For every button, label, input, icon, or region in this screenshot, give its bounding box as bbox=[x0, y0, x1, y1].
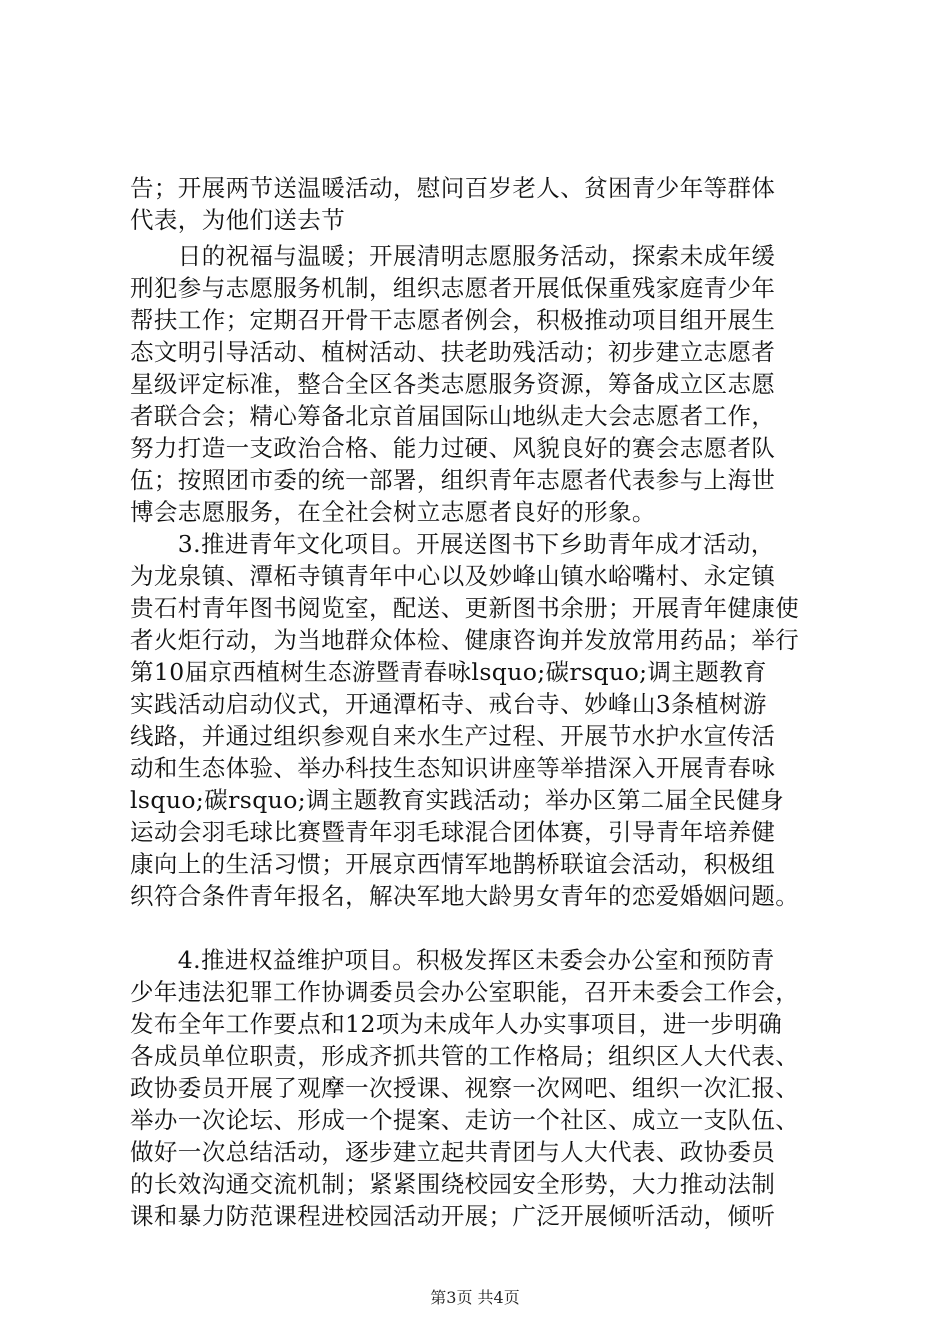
body-text-line: 帮扶工作；定期召开骨干志愿者例会，积极推动项目组开展生 bbox=[130, 306, 776, 334]
body-text-line: 第10届京西植树生态游暨青春咏lsquo;碳rsquo;调主题教育 bbox=[130, 658, 767, 686]
body-text-line: 动和生态体验、举办科技生态知识讲座等举措深入开展青春咏 bbox=[130, 754, 776, 782]
body-text-line: 3.推进青年文化项目。开展送图书下乡助青年成才活动， bbox=[130, 530, 775, 558]
body-text-line: 运动会羽毛球比赛暨青年羽毛球混合团体赛，引导青年培养健 bbox=[130, 818, 776, 846]
body-text-line: 发布全年工作要点和12项为未成年人办实事项目，进一步明确 bbox=[130, 1010, 783, 1038]
body-text-line: 刑犯参与志愿服务机制，组织志愿者开展低保重残家庭青少年 bbox=[130, 274, 776, 302]
body-text-line: 4.推进权益维护项目。积极发挥区未委会办公室和预防青 bbox=[130, 946, 775, 974]
body-text-line: 代表，为他们送去节 bbox=[130, 206, 346, 234]
body-text-line: 织符合条件青年报名，解决军地大龄男女青年的恋爱婚姻问题。 bbox=[130, 882, 800, 910]
body-text-line: 努力打造一支政治合格、能力过硬、风貌良好的赛会志愿者队 bbox=[130, 434, 776, 462]
body-text-line: 实践活动启动仪式，开通潭柘寺、戒台寺、妙峰山3条植树游 bbox=[130, 690, 767, 718]
body-text-line: 态文明引导活动、植树活动、扶老助残活动；初步建立志愿者 bbox=[130, 338, 776, 366]
body-text-line: 线路，并通过组织参观自来水生产过程、开展节水护水宣传活 bbox=[130, 722, 776, 750]
body-text-line: 的长效沟通交流机制；紧紧围绕校园安全形势，大力推动法制 bbox=[130, 1170, 776, 1198]
body-text-line: 少年违法犯罪工作协调委员会办公室职能，召开未委会工作会， bbox=[130, 978, 800, 1006]
body-text-line: 贵石村青年图书阅览室，配送、更新图书余册；开展青年健康使 bbox=[130, 594, 800, 622]
page-footer: 第3页 共4页 bbox=[430, 1288, 520, 1307]
body-text-line: 博会志愿服务，在全社会树立志愿者良好的形象。 bbox=[130, 498, 656, 526]
body-text-line: 各成员单位职责，形成齐抓共管的工作格局；组织区人大代表、 bbox=[130, 1042, 800, 1070]
body-text-line: 伍；按照团市委的统一部署，组织青年志愿者代表参与上海世 bbox=[130, 466, 776, 494]
body-text-line: 为龙泉镇、潭柘寺镇青年中心以及妙峰山镇水峪嘴村、永定镇 bbox=[130, 562, 776, 590]
body-text-line: 星级评定标准，整合全区各类志愿服务资源，筹备成立区志愿 bbox=[130, 370, 776, 398]
body-text-line: 日的祝福与温暖；开展清明志愿服务活动，探索未成年缓 bbox=[130, 242, 776, 270]
body-text-line: 者联合会；精心筹备北京首届国际山地纵走大会志愿者工作， bbox=[130, 402, 776, 430]
body-text-line: 者火炬行动，为当地群众体检、健康咨询并发放常用药品；举行 bbox=[130, 626, 800, 654]
body-text-line: 课和暴力防范课程进校园活动开展；广泛开展倾听活动，倾听 bbox=[130, 1202, 776, 1230]
body-text-line: 康向上的生活习惯；开展京西情军地鹊桥联谊会活动，积极组 bbox=[130, 850, 776, 878]
body-text-line: 举办一次论坛、形成一个提案、走访一个社区、成立一支队伍、 bbox=[130, 1106, 800, 1134]
body-text-line: 告；开展两节送温暖活动，慰问百岁老人、贫困青少年等群体 bbox=[130, 174, 776, 202]
body-text-line: lsquo;碳rsquo;调主题教育实践活动；举办区第二届全民健身 bbox=[130, 786, 785, 814]
body-text-line: 做好一次总结活动，逐步建立起共青团与人大代表、政协委员 bbox=[130, 1138, 776, 1166]
body-text-line: 政协委员开展了观摩一次授课、视察一次网吧、组织一次汇报、 bbox=[130, 1074, 800, 1102]
